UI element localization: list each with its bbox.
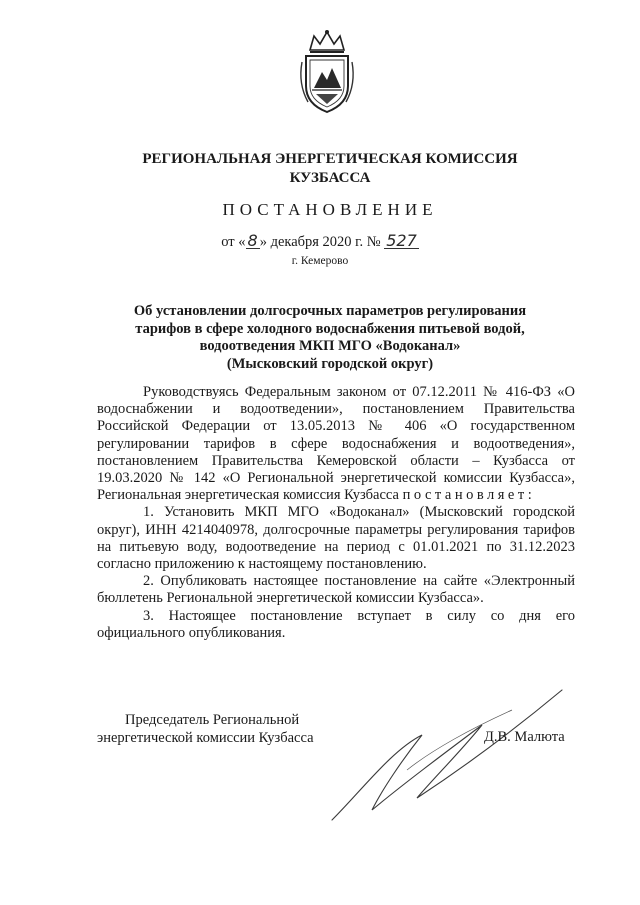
handwritten-day: 8 [247, 231, 258, 250]
preamble-paragraph [97, 384, 575, 504]
decree-item-1: 1. Установить МКП МГО «Водоканал» (Мысковский городской округ), ИНН 4214040978, долгосрочные параметры регулирования тарифов на питьевую воду, водоотведение на период с 01.01.2021 по 31.12.2023 согласно приложению к настоящему постановлению. [97, 504, 575, 573]
agency-name-line2: КУЗБАССА [289, 170, 371, 186]
handwritten-number: 527 [386, 231, 417, 250]
preamble-text: Руководствуясь Федеральным законом от 07.12.2011 № 416-ФЗ «О водоснабжении и водоотведении», постановлением Правительства Российской Федерации от 13.05.2013 № 406 «О государственном регулировании тарифов в сфере водоснабжения и водоотведения», постановлением Правительства Кемеровской области – Кузбасса от 19.03.2020 № 142 «О Региональной энергетической комиссии Кузбасса», Региональная энергетическая комиссия Кузбасса [97, 384, 575, 504]
date-middle: » декабря 2020 г. № [259, 234, 381, 250]
subject-line2: тарифов в сфере холодного водоснабжения питьевой водой, [135, 320, 525, 337]
agency-name [96, 150, 564, 188]
handwritten-signature [312, 680, 572, 830]
subject-line1: Об установлении долгосрочных параметров регулирования [133, 303, 527, 319]
signatory-title-line1: Председатель Региональной [125, 712, 300, 728]
subject-line4: (Мысковский городской округ) [226, 355, 434, 372]
document-subject [96, 303, 564, 373]
agency-name-line1: РЕГИОНАЛЬНАЯ ЭНЕРГЕТИЧЕСКАЯ КОМИССИЯ [142, 151, 518, 167]
decree-item-3: 3. Настоящее постановление вступает в силу со дня его официального опубликования. [97, 607, 575, 641]
decree-word: постановляет: [402, 487, 536, 504]
document-city: г. Кемерово [291, 255, 349, 267]
signatory-name: Д.В. Малюта [484, 729, 565, 745]
decree-item-2: 2. Опубликовать настоящее постановление на сайте «Электронный бюллетень Региональной энергетической комиссии Кузбасса». [97, 573, 575, 607]
signatory-title-line2: энергетической комиссии Кузбасса [97, 729, 314, 746]
document-body [97, 384, 575, 642]
document-type-title: ПОСТАНОВЛЕНИЕ [222, 200, 438, 219]
kuzbass-coat-of-arms-icon [296, 28, 358, 114]
document-date-line [0, 231, 640, 251]
subject-line3: водоотведения МКП МГО «Водоканал» [199, 338, 461, 355]
date-prefix: от « [221, 234, 246, 250]
